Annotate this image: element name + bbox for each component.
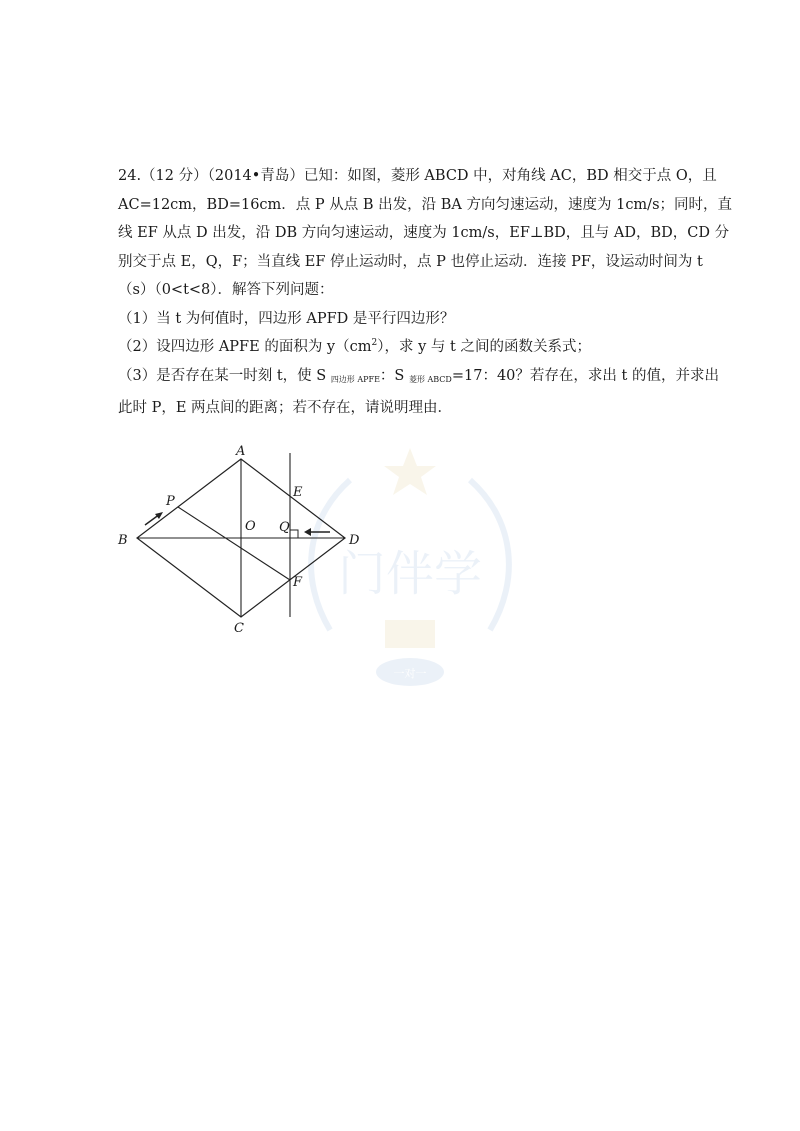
label-p: P — [166, 494, 175, 509]
label-a: A — [236, 444, 246, 459]
question-3-subscript-1: 四边形 APFE — [330, 374, 380, 384]
question-3-line-2: 此时 P，E 两点间的距离；若不存在，请说明理由． — [118, 400, 453, 416]
problem-line-3: 线 EF 从点 D 出发，沿 DB 方向匀速运动，速度为 1cm/s，EF⊥BD，且与 AD，BD，CD 分 — [118, 225, 730, 241]
question-3-text-c: =17：40？若存在，求出 t 的值，并求出 — [451, 367, 719, 384]
problem-line-2: AC=12cm，BD=16cm．点 P 从点 B 出发，沿 BA 方向匀速运动，速度为 1cm/s；同时，直 — [118, 196, 733, 213]
question-2-superscript: 2 — [371, 338, 378, 349]
question-1: （1）当 t 为何值时，四边形 APFD 是平行四边形？ — [118, 310, 455, 327]
label-b: B — [118, 533, 128, 548]
right-angle-marker — [290, 530, 298, 538]
rhombus-figure — [110, 440, 370, 640]
segment-pf — [178, 507, 290, 580]
arrow-ef-head — [304, 528, 311, 536]
question-3-text-a: （3）是否存在某一时刻 t，使 S — [118, 367, 331, 384]
label-o: O — [245, 519, 256, 534]
watermark-badge: 一对一 — [393, 667, 427, 680]
label-c: C — [234, 621, 244, 636]
label-d: D — [349, 533, 360, 548]
label-e: E — [293, 485, 303, 500]
question-3 — [118, 362, 719, 395]
question-3-subscript-2: 菱形 ABCD — [408, 374, 452, 384]
label-q: Q — [279, 520, 290, 535]
question-2-text-a: （2）设四边形 APFE 的面积为 y（cm — [118, 339, 372, 355]
problem-24 — [118, 162, 733, 423]
problem-line-5: （s）（0<t<8）．解答下列问题： — [118, 282, 334, 298]
problem-line-1: 24.（12 分）（2014•青岛）已知：如图，菱形 ABCD 中，对角线 AC，BD 相交于点 O，且 — [118, 168, 717, 184]
label-f: F — [293, 575, 303, 590]
watermark-text: 门伴学 — [337, 546, 483, 602]
problem-line-4: 别交于点 E，Q，F；当直线 EF 停止运动时，点 P 也停止运动．连接 PF，设运动时间为 t — [118, 253, 703, 270]
question-2-text-b: ），求 y 与 t 之间的函数关系式； — [377, 339, 591, 355]
question-3-text-b: ：S — [379, 367, 409, 384]
arrow-p-head — [155, 512, 163, 519]
question-2 — [118, 333, 688, 362]
